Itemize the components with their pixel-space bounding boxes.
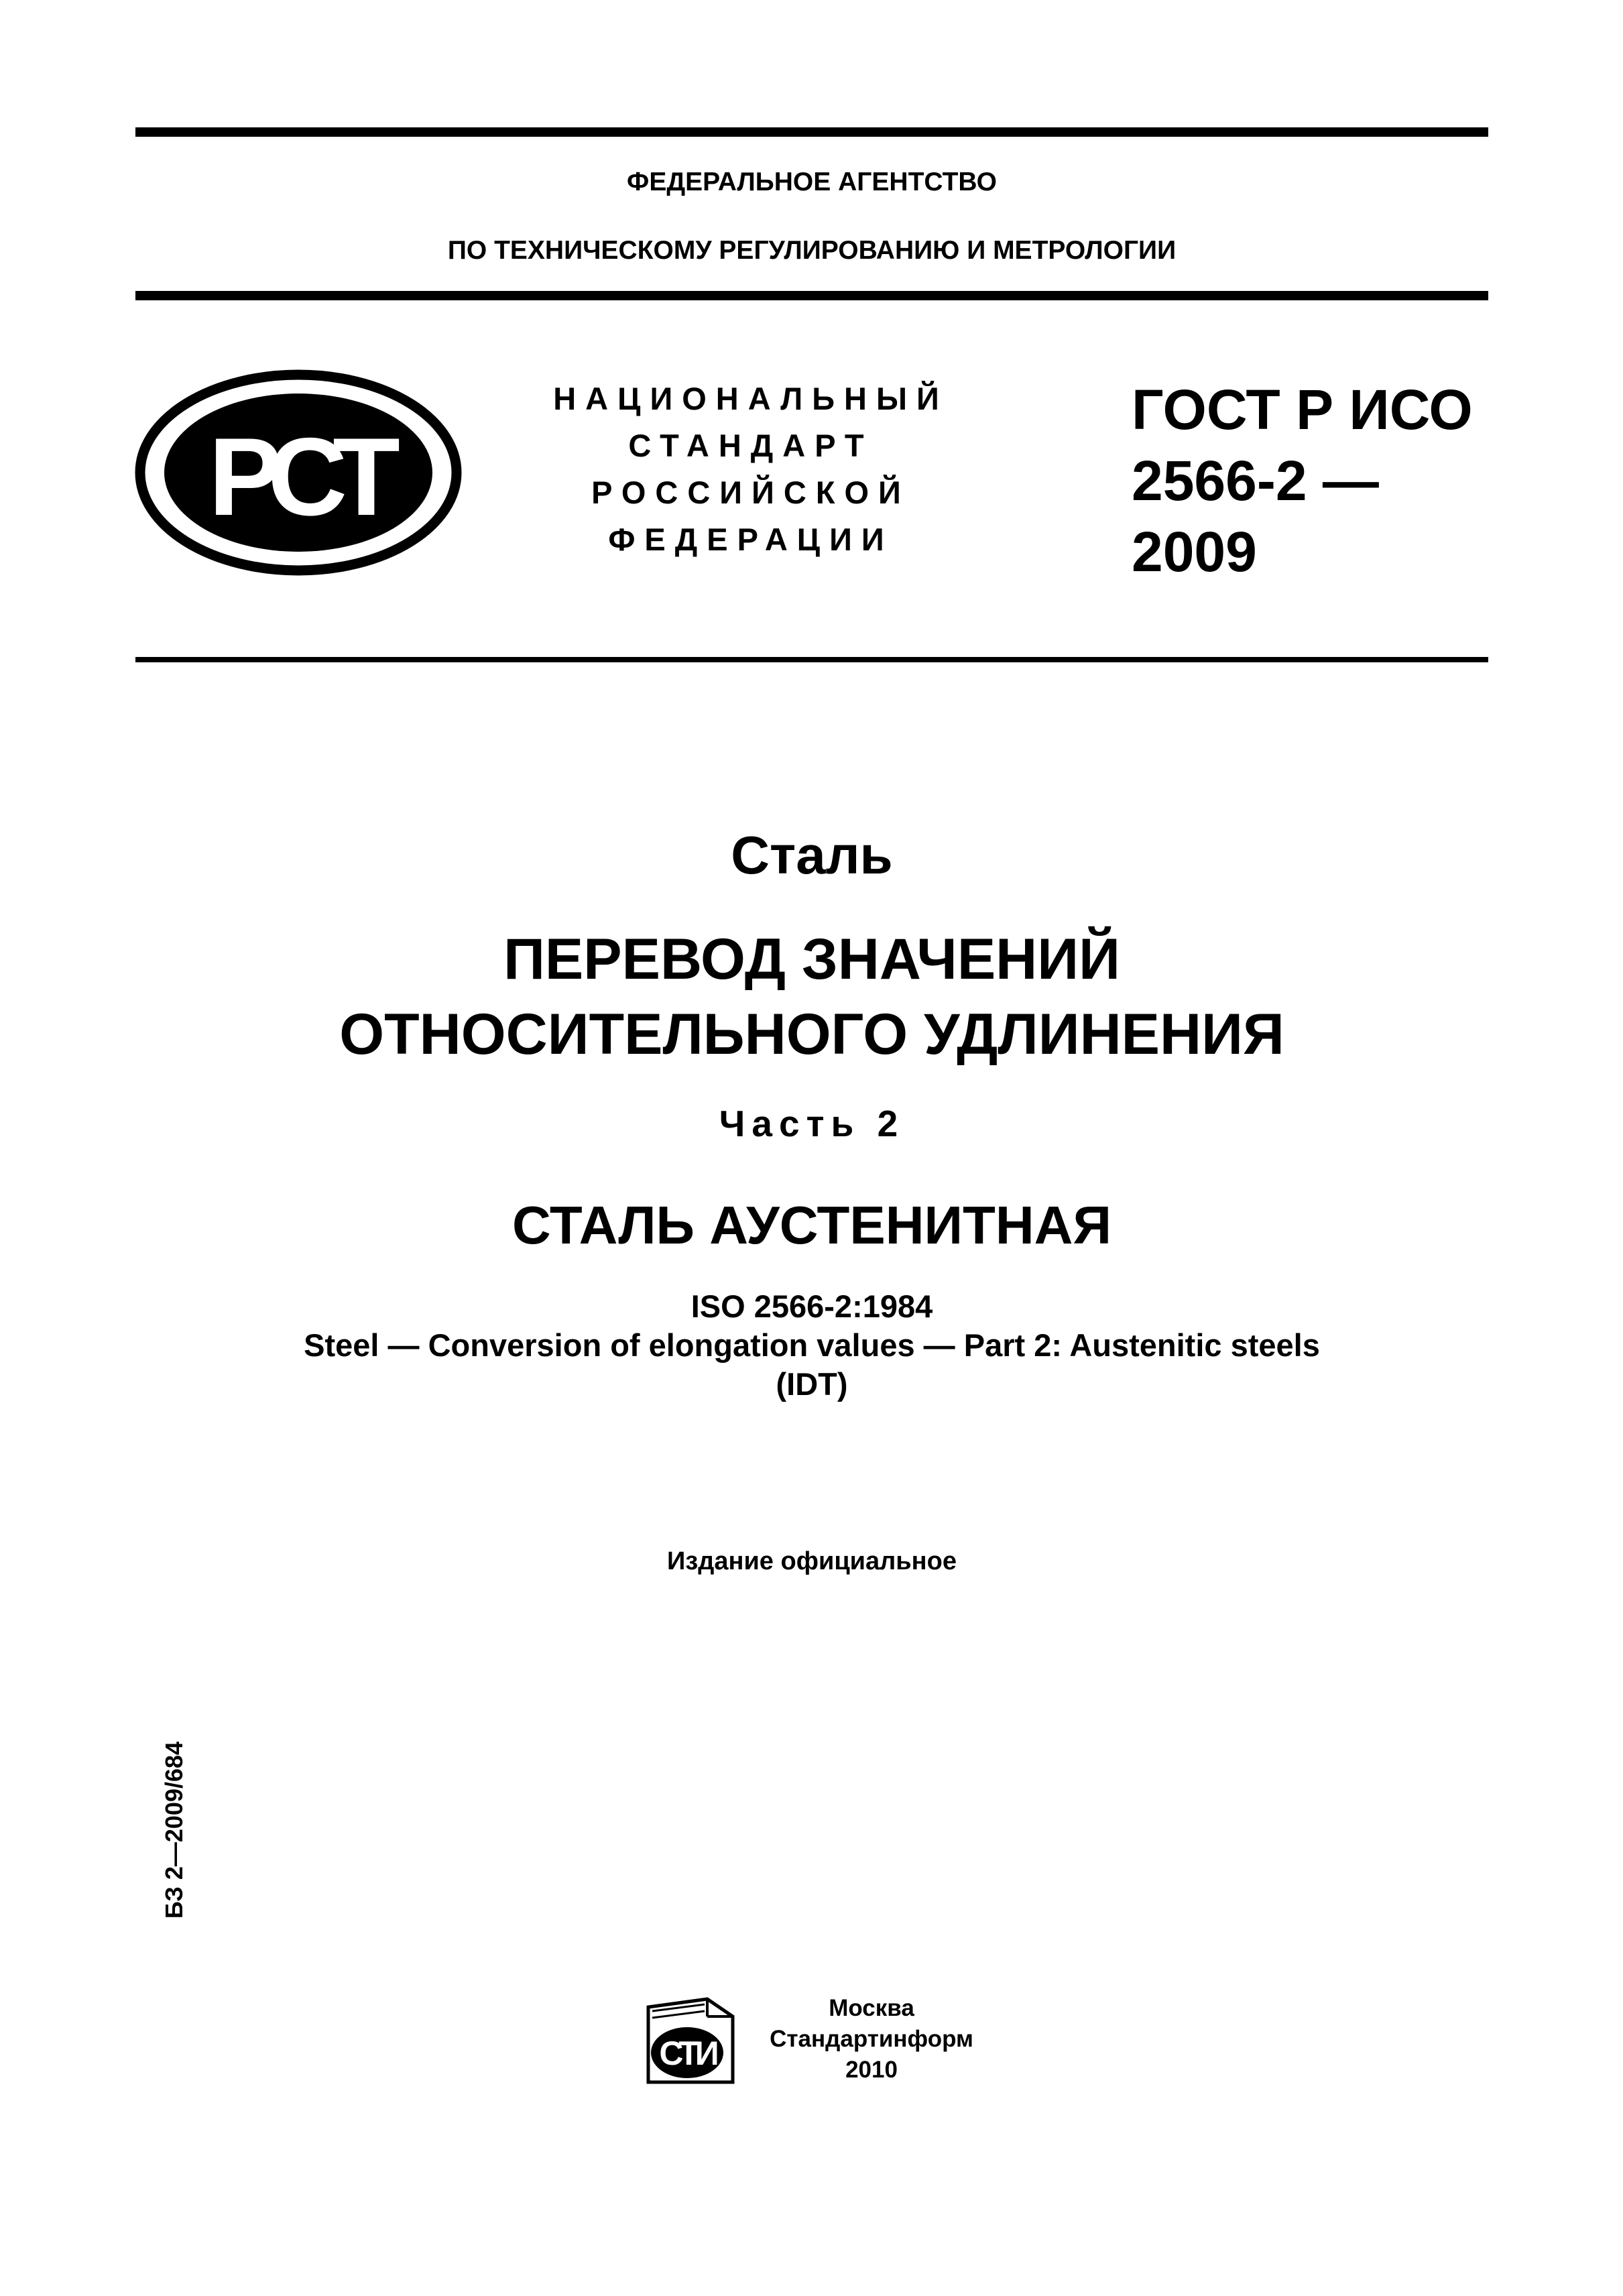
national-line-4: ФЕДЕРАЦИИ (608, 522, 894, 557)
iso-degree: (IDT) (776, 1366, 848, 1402)
standard-code (1132, 374, 1480, 587)
title-part: Часть 2 (719, 1103, 905, 1144)
standard-code-line-1: ГОСТ Р ИСО (1132, 378, 1473, 441)
iso-title: Steel — Conversion of elongation values — Part 2: Austenitic steels (304, 1327, 1320, 1363)
header-bottom-rule (135, 657, 1488, 662)
title-subtitle: СТАЛЬ АУСТЕНИТНАЯ (512, 1195, 1111, 1255)
agency-bottom-rule (135, 291, 1488, 300)
publisher-year: 2010 (845, 2057, 898, 2083)
national-line-3: РОССИЙСКОЙ (591, 475, 910, 510)
agency-line-1: ФЕДЕРАЛЬНОЕ АГЕНТСТВО (627, 168, 997, 196)
title-main-line-2: ОТНОСИТЕЛЬНОГО УДЛИНЕНИЯ (339, 1002, 1284, 1067)
top-rule (135, 127, 1488, 137)
edition-label: Издание официальное (667, 1547, 957, 1575)
national-line-1: НАЦИОНАЛЬНЫЙ (553, 381, 949, 416)
publisher-block (744, 1993, 999, 2086)
publisher-name: Стандартинформ (770, 2026, 973, 2052)
rst-certification-mark-icon (134, 369, 463, 577)
national-line-2: СТАНДАРТ (628, 428, 874, 463)
title-category: Сталь (731, 825, 893, 885)
iso-number: ISO 2566-2:1984 (690, 1288, 933, 1324)
sti-logo-text: СТИ (659, 2035, 715, 2072)
side-code: БЗ 2—2009/684 (160, 1741, 188, 1919)
title-main (135, 922, 1488, 1072)
title-main-line-1: ПЕРЕВОД ЗНАЧЕНИЙ (503, 927, 1120, 991)
rst-mark-text: РСТ (208, 415, 388, 538)
standartinform-logo-icon (640, 1996, 739, 2088)
agency-line-2: ПО ТЕХНИЧЕСКОМУ РЕГУЛИРОВАНИЮ И МЕТРОЛОГИИ (447, 236, 1177, 265)
publisher-city: Москва (829, 1995, 914, 2021)
standard-code-line-3: 2009 (1132, 520, 1257, 583)
iso-reference (135, 1287, 1488, 1404)
standard-code-line-2: 2566-2 — (1132, 449, 1379, 512)
national-standard-label (536, 375, 965, 563)
